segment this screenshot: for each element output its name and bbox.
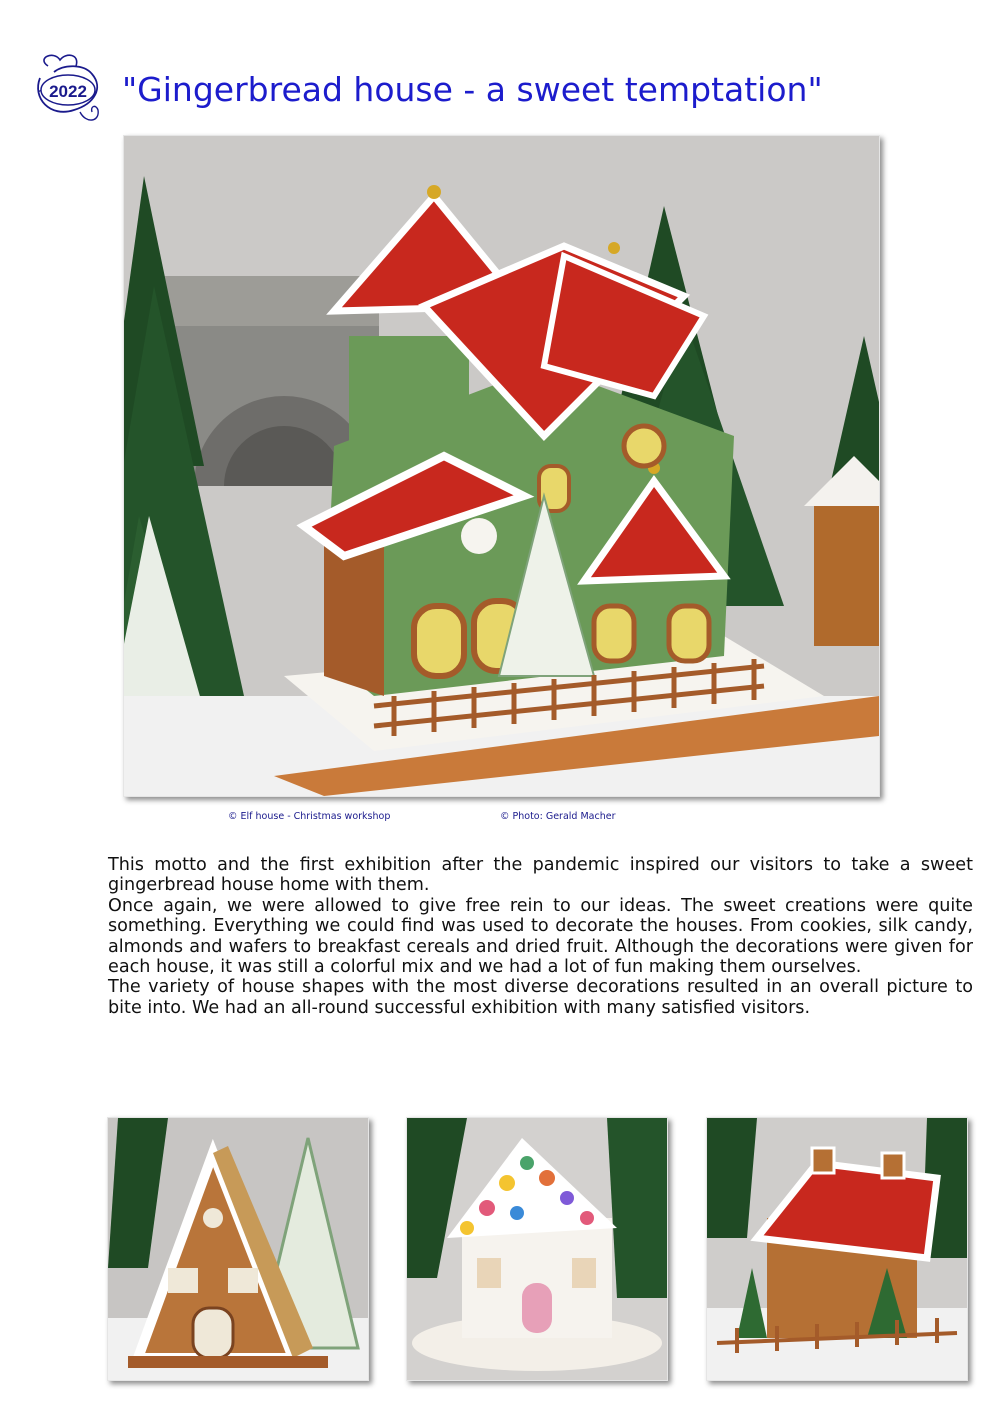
article-paragraph: Once again, we were allowed to give free rein to our ideas. The sweet creations were quite something. Everything we could find was used to decorate the houses. From cookies, silk candy, almonds and wafers to breakfast cereals and dried fruit. Although the decorations were given for each house, it was still a colorful mix and we had a lot of fun making them ourselves. xyxy=(108,895,973,978)
badge-year: 2022 xyxy=(49,82,87,101)
flourish-ornament xyxy=(30,48,108,130)
page-title: "Gingerbread house - a sweet temptation" xyxy=(122,70,823,109)
thumbnail-photo-a-frame-house xyxy=(107,1117,369,1381)
article-paragraph: The variety of house shapes with the most diverse decorations resulted in an overall picture to bite into. We had an all-round successful exhibition with many satisfied visitors. xyxy=(108,977,973,1018)
thumbnail-photo-red-roof-house xyxy=(706,1117,968,1381)
photo-caption-left: © Elf house - Christmas workshop xyxy=(228,811,391,822)
year-badge xyxy=(30,48,108,130)
article-body xyxy=(108,855,973,1018)
article-paragraph: This motto and the first exhibition after the pandemic inspired our visitors to take a sweet gingerbread house home with them. xyxy=(108,855,973,896)
thumbnail-photo-candy-house xyxy=(406,1117,668,1381)
main-photo xyxy=(123,135,880,797)
photo-credit: © Photo: Gerald Macher xyxy=(500,811,616,822)
